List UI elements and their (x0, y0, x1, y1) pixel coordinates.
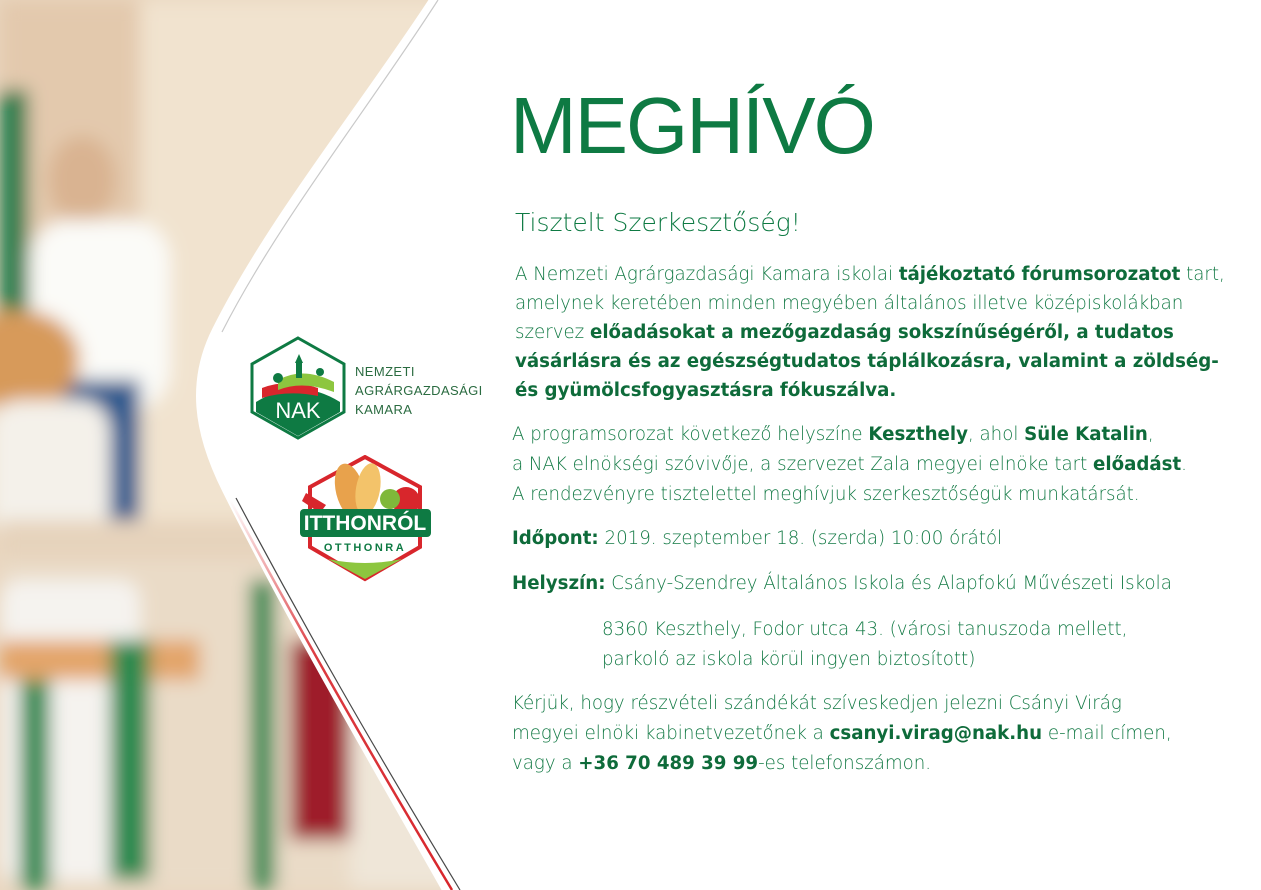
program-line-2: a NAK elnökségi szóvivője, a szervezet Zala megyei elnöke tart előadást. (512, 454, 1187, 475)
nak-abbr: NAK (275, 398, 321, 423)
phone-number[interactable]: +36 70 489 39 99 (578, 753, 759, 774)
rsvp-line-3: vagy a +36 70 489 39 99-es telefonszámon. (512, 753, 932, 774)
event-address-line-2: parkoló az iskola körül ingyen biztosított) (602, 649, 976, 670)
otthonra-text: OTTHONRA (323, 542, 407, 554)
nak-logo-line2: AGRÁRGAZDASÁGI (355, 383, 483, 398)
intro-line-5: és gyümölcsfogyasztásra fókuszálva. (515, 380, 897, 401)
itthonrol-text: ITTHONRÓL (303, 512, 427, 535)
nak-logo-line3: KAMARA (355, 402, 413, 417)
intro-line-2: amelynek keretében minden megyében általános illetve középiskolákban (515, 293, 1184, 314)
program-line-1: A programsorozat következő helyszíne Keszthely, ahol Süle Katalin, (512, 424, 1154, 445)
nak-logo-line1: NEMZETI (355, 364, 415, 379)
itthonrol-otthonra-logo (298, 455, 433, 583)
intro-line-3: szervez előadásokat a mezőgazdaság sokszínűségéről, a tudatos (515, 322, 1174, 343)
event-time: Időpont: 2019. szeptember 18. (szerda) 10:00 órától (512, 528, 1003, 549)
nak-logo (248, 336, 348, 440)
rsvp-line-1: Kérjük, hogy részvételi szándékát szíveskedjen jelezni Csányi Virág (512, 693, 1122, 714)
program-line-3: A rendezvényre tisztelettel meghívjuk szerkesztőségük munkatársát. (512, 484, 1140, 505)
rsvp-line-2: megyei elnöki kabinetvezetőnek a csanyi.virag@nak.hu e-mail címen, (512, 723, 1172, 744)
page-title: MEGHÍVÓ (510, 81, 874, 170)
event-place: Helyszín: Csány-Szendrey Általános Iskola és Alapfokú Művészeti Iskola (512, 573, 1172, 594)
nak-logo-text (355, 362, 483, 419)
intro-line-1: A Nemzeti Agrárgazdasági Kamara iskolai tájékoztató fórumsorozatot tart, (515, 264, 1225, 285)
event-address-line-1: 8360 Keszthely, Fodor utca 43. (városi tanuszoda mellett, (602, 619, 1128, 640)
greeting: Tisztelt Szerkesztőség! (515, 208, 801, 237)
email-link[interactable]: csanyi.virag@nak.hu (829, 723, 1043, 744)
intro-line-4: vásárlásra és az egészségtudatos táplálkozásra, valamint a zöldség- (515, 351, 1219, 372)
